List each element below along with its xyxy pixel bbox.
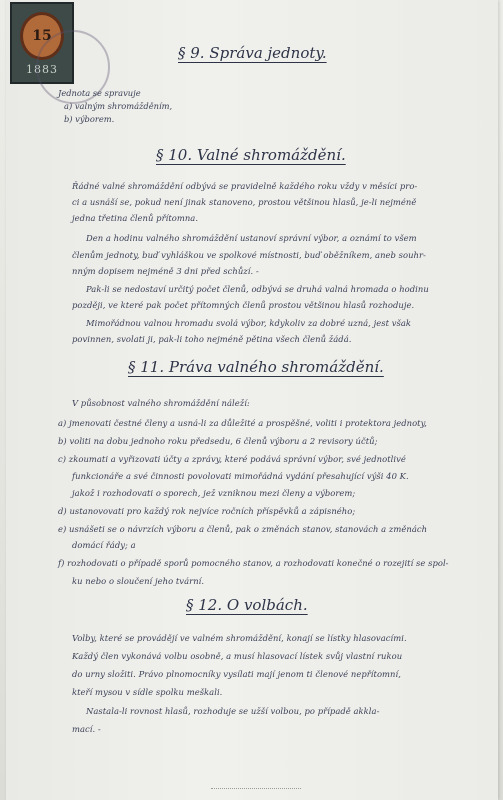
section-11-line: jakož i rozhodovati o sporech, jež vzniknou mezi členy a výborem;: [72, 488, 356, 498]
section-9-line: b) výborem.: [64, 114, 115, 124]
stamp-value: 15: [20, 12, 64, 60]
section-11-heading: § 11. Práva valného shromáždění.: [128, 358, 384, 376]
section-9-heading: § 9. Správa jednoty.: [178, 44, 327, 62]
section-12-line: Každý člen vykonává volbu osobně, a musí hlasovací lístek svůj vlastní rukou: [72, 651, 403, 661]
paper-watermark-line: [211, 788, 301, 793]
section-12-line: do urny složiti. Právo plnomocníky vysílati mají jenom ti členové nepřítomní,: [72, 669, 401, 679]
section-9-line: a) valným shromážděním,: [64, 101, 173, 111]
document-page: [6, 0, 498, 800]
section-9-line: Jednota se spravuje: [58, 88, 141, 98]
section-10-line: členům jednoty, buď vyhláškou ve spolkové místnosti, buď oběžníkem, aneb souhr-: [72, 250, 426, 260]
section-12-line: Nastala-li rovnost hlasů, rozhoduje se užší volbou, po případě akkla-: [86, 706, 380, 716]
section-11-line: V působnost valného shromáždění náleží:: [72, 398, 250, 408]
section-11-line: c) zkoumati a vyřizovati účty a zprávy, které podává správní výbor, své jednotlivé: [58, 454, 406, 464]
stamp-year: 1883: [26, 63, 58, 76]
section-11-line: b) voliti na dobu jednoho roku předsedu, 6 členů výboru a 2 revisory účtů;: [58, 436, 378, 446]
section-11-line: a) jmenovati čestné členy a usná-li za důležité a prospěšné, voliti i protektora jednoty,: [58, 418, 427, 428]
section-11-line: funkcionáře a své činnosti povolovati mimořádná vydání přesahující výši 40 K.: [72, 471, 409, 481]
section-10-line: ci a usnáší se, pokud není jinak stanoveno, prostou většinou hlasů, je-li nejméně: [72, 197, 417, 207]
section-11-line: d) ustanovovati pro každý rok nejvíce ročních příspěvků a zápisného;: [58, 506, 356, 516]
section-12-line: Volby, které se provádějí ve valném shromáždění, konají se lístky hlasovacími.: [72, 633, 407, 643]
section-10-line: povinnen, svolati ji, pak-li toho nejméně pětina všech členů žádá.: [72, 334, 352, 344]
section-10-line: nným dopisem nejméně 3 dni před schůzí. -: [72, 266, 259, 276]
section-11-line: e) usnášeti se o návrzích výboru a členů, pak o změnách stanov, stanovách a změnách: [58, 524, 428, 534]
section-10-line: Řádné valné shromáždění odbývá se pravidelně každého roku vždy v měsíci pro-: [72, 181, 418, 191]
section-12-line: mací. -: [72, 724, 101, 734]
section-11-line: domácí řády; a: [72, 540, 136, 550]
section-10-line: Pak-li se nedostaví určitý počet členů, odbývá se druhá valná hromada o hodinu: [86, 284, 429, 294]
section-10-line: jedna třetina členů přítomna.: [72, 213, 199, 223]
section-10-line: později, ve které pak počet přítomných členů prostou většinou hlasů rozhoduje.: [72, 300, 415, 310]
section-11-line: ku nebo o sloučení jeho tvární.: [72, 576, 205, 586]
section-12-heading: § 12. O volbách.: [186, 596, 308, 614]
section-10-heading: § 10. Valné shromáždění.: [156, 146, 346, 164]
section-11-line: f) rozhodovati o případě sporů pomocného stanov, a rozhodovati konečné o rozejití se spol-: [58, 558, 449, 568]
section-10-line: Den a hodinu valného shromáždění ustanoví správní výbor, a oznámí to všem: [86, 233, 417, 243]
section-10-line: Mimořádnou valnou hromadu svolá výbor, kdykoliv za dobré uzná, jest však: [86, 318, 412, 328]
section-12-line: kteří mysou v sídle spolku meškali.: [72, 687, 223, 697]
